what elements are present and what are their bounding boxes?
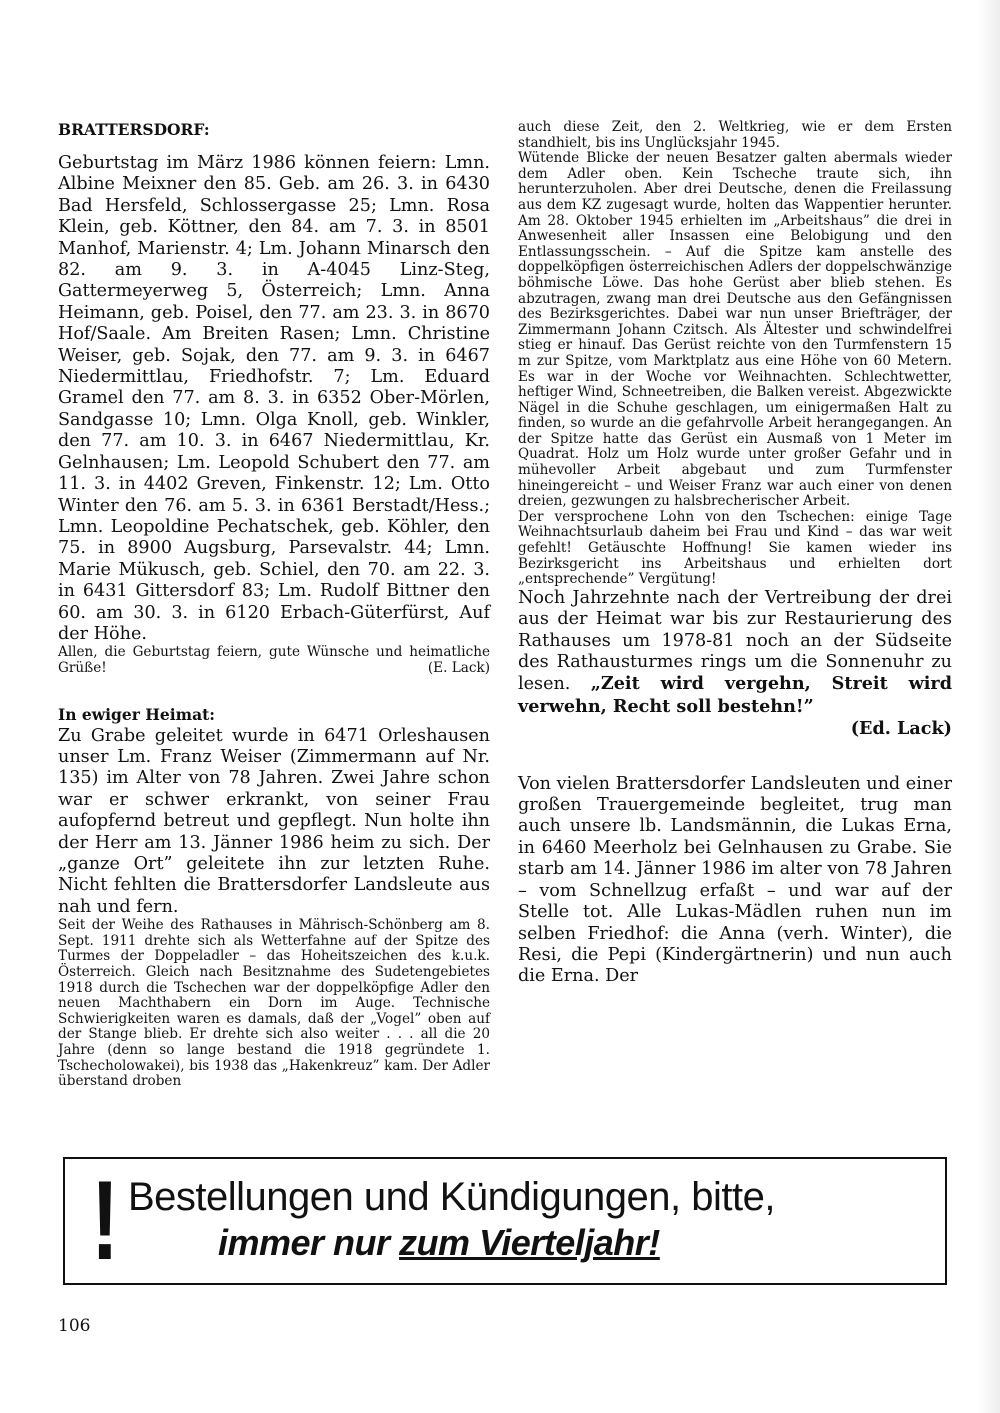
page-number: 106 bbox=[58, 1316, 91, 1336]
section-heading-obituaries: In ewiger Heimat: bbox=[58, 704, 215, 724]
banner-line-1: Bestellungen und Kündigungen, bitte, bbox=[128, 1175, 775, 1219]
sundial-text: Noch Jahrzehnte nach der Vertreibung der drei aus der Heimat war bis zur Restaurierung des Rathauses um 1978-81 noch an der Südseite des Rathausturmes rings um die Sonnenuhr zu lesen. bbox=[518, 587, 952, 695]
left-column bbox=[58, 120, 490, 1090]
wage-paragraph: Der versprochene Lohn von den Tschechen: einige Tage Weihnachtsurlaub daheim bei Frau und Kind – das war weit gefehlt! Getäuschte Hoffnung! Sie kamen wieder ins Bezirksgericht ins Arbeitshaus und erhielten dort „entsprechende” Vergütung! bbox=[518, 508, 952, 588]
banner-line-2-underlined: zum Vierteljahr! bbox=[399, 1222, 660, 1263]
right-column bbox=[518, 120, 952, 988]
greeting-text: Allen, die Geburtstag feiern, gute Wünsche und heimatliche Grüße! bbox=[58, 644, 490, 676]
continuation-paragraph: auch diese Zeit, den 2. Weltkrieg, wie er dem Ersten standhielt, bis ins Unglücksjahr 1945. bbox=[518, 119, 952, 151]
birthday-list: Geburtstag im März 1986 können feiern: Lmn. Albine Meixner den 85. Geb. am 26. 3. in 6430 Bad Hersfeld, Schlossergasse 25; Lmn. Rosa Klein, geb. Köttner, den 84. am 7. 3. in 8501 Manhof, Marienstr. 4; Lm. Johann Minarsch den 82. am 9. 3. in A-4045 Linz-Steg, Gattermeyerweg 5, Österreich; Lmn. Anna Heimann, geb. Poisel, den 77. am 23. 3. in 8670 Hof/Saale. Am Breiten Rasen; Lmn. Christine Weiser, geb. Sojak, den 77. am 9. 3. in 6467 Niedermittlau, Friedhofstr. 7; Lm. Eduard Gramel den 77. am 8. 3. in 6352 Ober-Mörlen, Sandgasse 10; Lmn. Olga Knoll, geb. Winkler, den 77. am 10. 3. in 6467 Niedermittlau, Kr. Gelnhausen; Lm. Leopold Schubert den 77. am 11. 3. in 4402 Greven, Finkenstr. 12; Lm. Otto Winter den 76. am 5. 3. in 6361 Berstadt/Hess.; Lmn. Leopoldine Pechatschek, geb. Köhler, den 75. in 8900 Augsburg, Parsevalstr. 44; Lmn. Marie Mükusch, geb. Schiel, den 70. am 22. 3. in 6431 Gittersdorf 83; Lm. Rudolf Bittner den 60. am 30. 3. in 6120 Erbach-Güterfürst, Auf der Höhe. bbox=[58, 153, 490, 644]
sundial-paragraph bbox=[518, 588, 952, 718]
history-paragraph: Seit der Weihe des Rathauses in Mährisch-Schönberg am 8. Sept. 1911 drehte sich als Wetterfahne auf der Spitze des Turmes der Doppeladler – das Hoheitszeichen des k.u.k. Österreich. Gleich nach Besitznahme des Sudetengebietes 1918 durch die Tschechen war der doppelköpfige Adler den neuen Machthabern ein Dorn im Auge. Technische Schwierigkeiten waren es damals, daß der „Vogel” oben auf der Stange blieb. Er drehte sich also weiter . . . all die 20 Jahre (denn so lange bestand die 1918 gegründete 1. Tschecholowakei), bis 1938 das „Hakenkreuz” kam. Der Adler überstand droben bbox=[58, 917, 490, 1090]
birthday-greeting bbox=[58, 645, 490, 676]
sundial-quote: „Zeit wird vergehn, Streit wird verwehn, Recht soll bestehn!” bbox=[518, 673, 953, 717]
obituary-erna-lukas: Von vielen Brattersdorfer Landsleuten und einer großen Trauergemeinde begleitet, trug man auch unsere lb. Landsmännin, die Lukas Erna, in 6460 Meerholz bei Gelnhausen zu Grabe. Sie starb am 14. Jänner 1986 im alter von 78 Jahren – vom Schnellzug erfaßt – und war auf der Stelle tot. Alle Lukas-Mädlen ruhen nun im selben Friedhof: die Anna (verh. Winter), die Resi, die Pepi (Kindergärtnerin) und nun auch die Erna. Der bbox=[518, 773, 952, 987]
subscription-notice-banner bbox=[63, 1157, 947, 1285]
obituary-franz-weiser: Zu Grabe geleitet wurde in 6471 Orleshausen unser Lm. Franz Weiser (Zimmermann auf Nr. 135) im Alter von 78 Jahren. Zwei Jahre schon war er schwer erkrankt, von seiner Frau aufopfernd betreut und gepflegt. Nun holte ihn der Herr am 13. Jänner 1986 heim zu sich. Der „ganze Ort” geleitete ihn zur letzten Ruhe. Nicht fehlten die Brattersdorfer Landsleute aus nah und fern. bbox=[58, 725, 490, 917]
scan-edge-shadow bbox=[978, 0, 1000, 1413]
greeting-signature: (E. Lack) bbox=[427, 659, 490, 676]
article-signature: (Ed. Lack) bbox=[850, 718, 952, 740]
banner-line-2 bbox=[218, 1221, 660, 1265]
section-heading-brattersdorf: BRATTERSDORF: bbox=[58, 120, 210, 139]
exclamation-icon: ! bbox=[91, 1158, 119, 1283]
eagle-story-paragraph: Wütende Blicke der neuen Besatzer galten abermals wieder dem Adler oben. Kein Tscheche traute sich, ihn herunterzuholen. Aber drei Deutsche, denen die Freilassung aus dem KZ zugesagt wurde, holten das Wappentier herunter. Am 28. Oktober 1945 erhielten im „Arbeitshaus” die drei in Anwesenheit aller Insassen eine Belobigung und den Entlassungsschein. – Auf die Spitze kam anstelle des doppelköpfigen österreichischen Adlers der doppelschwänzige böhmische Löwe. Das hohe Gerüst aber blieb stehen. Es abzutragen, zwang man drei Deutsche aus den Gefängnissen des Bezirksgerichtes. Dabei war nun unser Briefträger, der Zimmermann Johann Czitsch. Als Ältester und schwindelfrei stieg er hinauf. Das Gerüst reichte von den Turmfenstern 15 m zur Spitze, vom Marktplatz aus eine Höhe von 60 Metern. Es war in der Woche vor Weihnachten. Schlechtwetter, heftiger Wind, Schneetreiben, die Balken vereist. Abgezwickte Nägel in die Schuhe geschlagen, um einigermaßen Halt zu finden, so wurde an die gefahrvolle Arbeit herangegangen. An der Spitze hatte das Gerüst ein Ausmaß von 1 Meter im Quadrat. Holz um Holz wurde unter großer Gefahr und in mühevoller Arbeit abgebaut und zum Turmfenster hineingereicht – und Weiser Franz war auch einer von denen dreien, gezwungen zu halsbrecherischer Arbeit. bbox=[518, 150, 952, 510]
banner-line-2-start: immer nur bbox=[218, 1222, 400, 1263]
